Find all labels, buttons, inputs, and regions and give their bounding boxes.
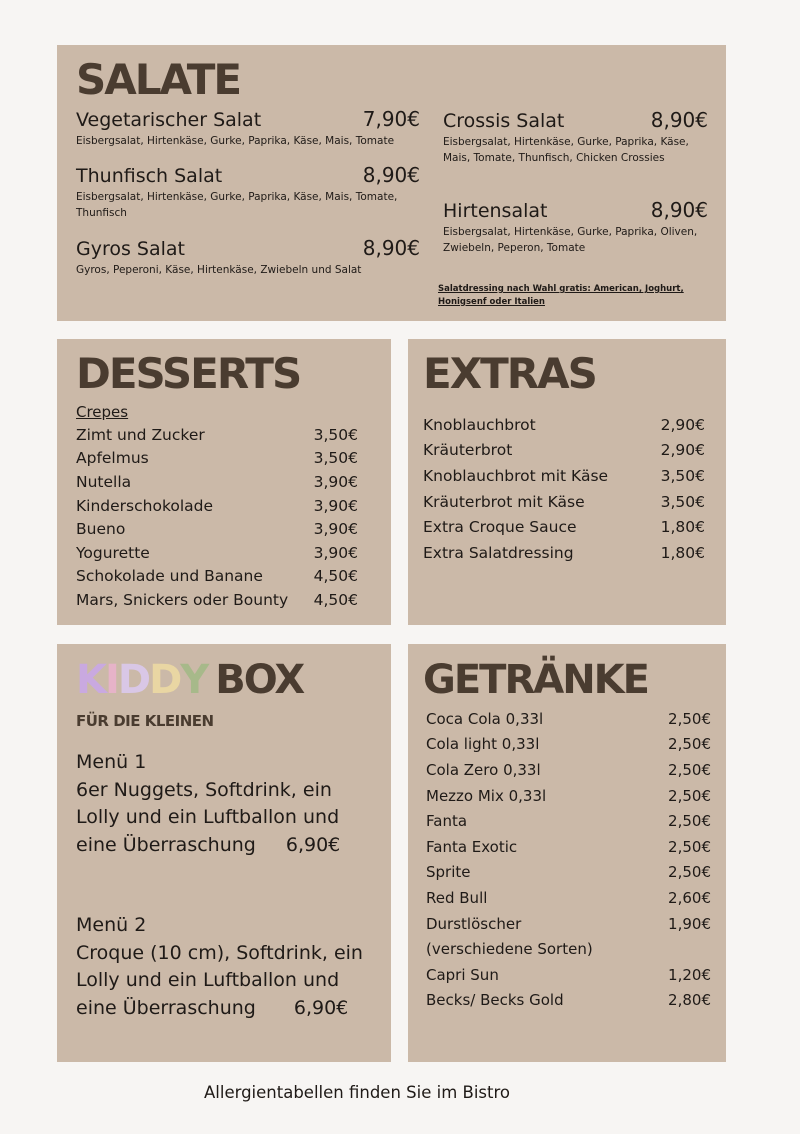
menu-line: Lolly und ein Luftballon und xyxy=(76,806,340,828)
item-name: Apfelmus xyxy=(76,449,149,468)
list-item xyxy=(76,565,358,589)
item-name: Fanta Exotic xyxy=(426,837,518,856)
salad-description: Eisbergsalat, Hirtenkäse, Gurke, Paprika, Oliven, Zwiebeln, Peperon, Tomate xyxy=(443,226,698,254)
salad-price: 8,90€ xyxy=(362,236,420,260)
item-price: 3,90€ xyxy=(313,543,358,562)
item-price: 2,80€ xyxy=(668,991,711,1010)
item-name: Kräuterbrot xyxy=(423,441,513,460)
item-name: Cola light 0,33l xyxy=(426,735,540,754)
desserts-panel xyxy=(57,339,391,625)
item-price: 2,50€ xyxy=(668,760,711,779)
item-name: Kräuterbrot mit Käse xyxy=(423,492,585,511)
item-name: (verschiedene Sorten) xyxy=(426,940,593,959)
menu-title: Menü 1 xyxy=(76,751,147,773)
salad-name: Hirtensalat xyxy=(443,200,548,222)
item-name: Bueno xyxy=(76,520,126,539)
list-item xyxy=(423,412,705,438)
item-price: 2,50€ xyxy=(668,786,711,805)
salate-heading: SALATE xyxy=(76,55,241,104)
item-name: Becks/ Becks Gold xyxy=(426,991,564,1010)
salad-description: Gyros, Peperoni, Käse, Hirtenkäse, Zwiebeln und Salat xyxy=(76,264,362,276)
item-price: 2,50€ xyxy=(668,863,711,882)
salad-description: Eisbergsalat, Hirtenkäse, Gurke, Paprika, Käse, Mais, Tomate, Thunfisch, Chicken Crossies xyxy=(443,136,689,164)
kiddy-box-heading xyxy=(76,657,304,703)
menu-price: 6,90€ xyxy=(285,833,341,856)
extras-panel xyxy=(408,339,726,625)
item-price: 3,90€ xyxy=(313,520,358,539)
list-item xyxy=(426,860,711,886)
list-item xyxy=(426,834,711,860)
salad-price: 7,90€ xyxy=(362,107,420,131)
list-item xyxy=(426,936,711,962)
item-price: 2,50€ xyxy=(668,837,711,856)
kiddy-letter: I xyxy=(105,657,118,703)
item-name: Red Bull xyxy=(426,888,488,907)
item-name: Cola Zero 0,33l xyxy=(426,760,541,779)
salad-price: 8,90€ xyxy=(650,198,708,222)
item-price: 4,50€ xyxy=(313,567,358,586)
dressing-note: Salatdressing nach Wahl gratis: American, Joghurt, Honigsenf oder Italien xyxy=(438,284,684,307)
item-name: Kinderschokolade xyxy=(76,496,214,515)
list-item xyxy=(76,494,358,518)
menu-line: Croque (10 cm), Softdrink, ein xyxy=(76,941,363,964)
menu-line xyxy=(76,832,376,860)
item-price: 2,50€ xyxy=(668,709,711,728)
salad-item xyxy=(443,198,708,257)
dessert-list xyxy=(76,423,358,612)
list-item xyxy=(423,489,705,515)
kiddy-box-word: BOX xyxy=(215,657,304,703)
item-name: Extra Salatdressing xyxy=(423,543,574,562)
salad-name: Crossis Salat xyxy=(443,110,565,132)
salad-name: Vegetarischer Salat xyxy=(76,109,262,131)
item-price: 1,20€ xyxy=(668,965,711,984)
menu-line: Lolly und ein Luftballon und xyxy=(76,969,340,991)
list-item xyxy=(76,447,358,471)
drinks-list xyxy=(426,706,711,1013)
list-item xyxy=(76,470,358,494)
item-price: 1,90€ xyxy=(668,914,711,933)
kiddy-letter: Y xyxy=(180,657,208,703)
item-name: Schokolade und Banane xyxy=(76,567,263,586)
item-name: Coca Cola 0,33l xyxy=(426,709,544,728)
menu-line-text: eine Überraschung xyxy=(76,996,256,1019)
kiddy-letter: K xyxy=(76,657,105,703)
kiddy-box-panel xyxy=(57,644,391,1062)
item-name: Knoblauchbrot mit Käse xyxy=(423,466,609,485)
item-price: 1,80€ xyxy=(660,518,705,537)
list-item xyxy=(76,423,358,447)
list-item xyxy=(426,885,711,911)
list-item xyxy=(426,962,711,988)
salad-name: Thunfisch Salat xyxy=(76,165,223,187)
kiddy-subtitle: FÜR DIE KLEINEN xyxy=(76,712,214,730)
item-price: 1,80€ xyxy=(660,543,705,562)
item-price: 4,50€ xyxy=(313,590,358,609)
item-price: 2,60€ xyxy=(668,888,711,907)
list-item xyxy=(76,588,358,612)
salad-item xyxy=(76,107,420,150)
item-price: 2,90€ xyxy=(660,441,705,460)
crepes-label: Crepes xyxy=(76,403,129,421)
desserts-heading: DESSERTS xyxy=(76,349,301,398)
salad-price: 8,90€ xyxy=(650,108,708,132)
list-item xyxy=(426,783,711,809)
salad-item xyxy=(76,236,420,279)
extras-list xyxy=(423,412,705,566)
list-item xyxy=(76,541,358,565)
list-item xyxy=(423,540,705,566)
menu-line-text: eine Überraschung xyxy=(76,833,256,856)
item-name: Capri Sun xyxy=(426,965,499,984)
item-price: 2,50€ xyxy=(668,735,711,754)
item-name: Sprite xyxy=(426,863,471,882)
list-item xyxy=(426,988,711,1014)
list-item xyxy=(426,808,711,834)
menu-title: Menü 2 xyxy=(76,914,147,936)
menu-line: 6er Nuggets, Softdrink, ein xyxy=(76,778,332,801)
list-item xyxy=(426,757,711,783)
list-item xyxy=(426,706,711,732)
item-price: 3,50€ xyxy=(660,492,705,511)
salad-name: Gyros Salat xyxy=(76,238,185,260)
item-name: Fanta xyxy=(426,812,468,831)
getraenke-panel xyxy=(408,644,726,1062)
salad-description: Eisbergsalat, Hirtenkäse, Gurke, Paprika, Käse, Mais, Tomate, Thunfisch xyxy=(76,191,398,219)
kiddy-letter: D xyxy=(149,657,181,703)
item-name: Knoblauchbrot xyxy=(423,415,536,434)
getraenke-heading: GETRÄNKE xyxy=(423,657,648,703)
item-price: 3,50€ xyxy=(313,449,358,468)
list-item xyxy=(423,438,705,464)
list-item xyxy=(426,732,711,758)
item-name: Durstlöscher xyxy=(426,914,522,933)
item-name: Mars, Snickers oder Bounty xyxy=(76,590,289,609)
salad-price: 8,90€ xyxy=(362,163,420,187)
list-item xyxy=(76,517,358,541)
salad-description: Eisbergsalat, Hirtenkäse, Gurke, Paprika, Käse, Mais, Tomate xyxy=(76,135,395,147)
kiddy-letter: D xyxy=(117,657,150,703)
item-name: Extra Croque Sauce xyxy=(423,518,577,537)
item-name: Nutella xyxy=(76,472,132,491)
kiddy-menu-1 xyxy=(76,749,376,859)
menu-price: 6,90€ xyxy=(293,996,349,1019)
kiddy-menu-2 xyxy=(76,912,376,1022)
item-name: Yogurette xyxy=(76,543,150,562)
item-price: 3,50€ xyxy=(313,425,358,444)
extras-heading: EXTRAS xyxy=(423,349,596,398)
list-item xyxy=(423,463,705,489)
salad-item xyxy=(76,163,420,222)
salate-panel xyxy=(57,45,726,321)
list-item xyxy=(423,514,705,540)
list-item xyxy=(426,911,711,937)
menu-line xyxy=(76,995,376,1023)
item-price: 3,90€ xyxy=(313,472,358,491)
item-price: 2,50€ xyxy=(668,812,711,831)
item-name: Zimt und Zucker xyxy=(76,425,205,444)
salad-item xyxy=(443,108,708,167)
item-price: 3,50€ xyxy=(660,466,705,485)
allergen-footer: Allergientabellen finden Sie im Bistro xyxy=(203,1083,510,1102)
item-price: 3,90€ xyxy=(313,496,358,515)
item-price: 2,90€ xyxy=(660,415,705,434)
item-name: Mezzo Mix 0,33l xyxy=(426,786,547,805)
